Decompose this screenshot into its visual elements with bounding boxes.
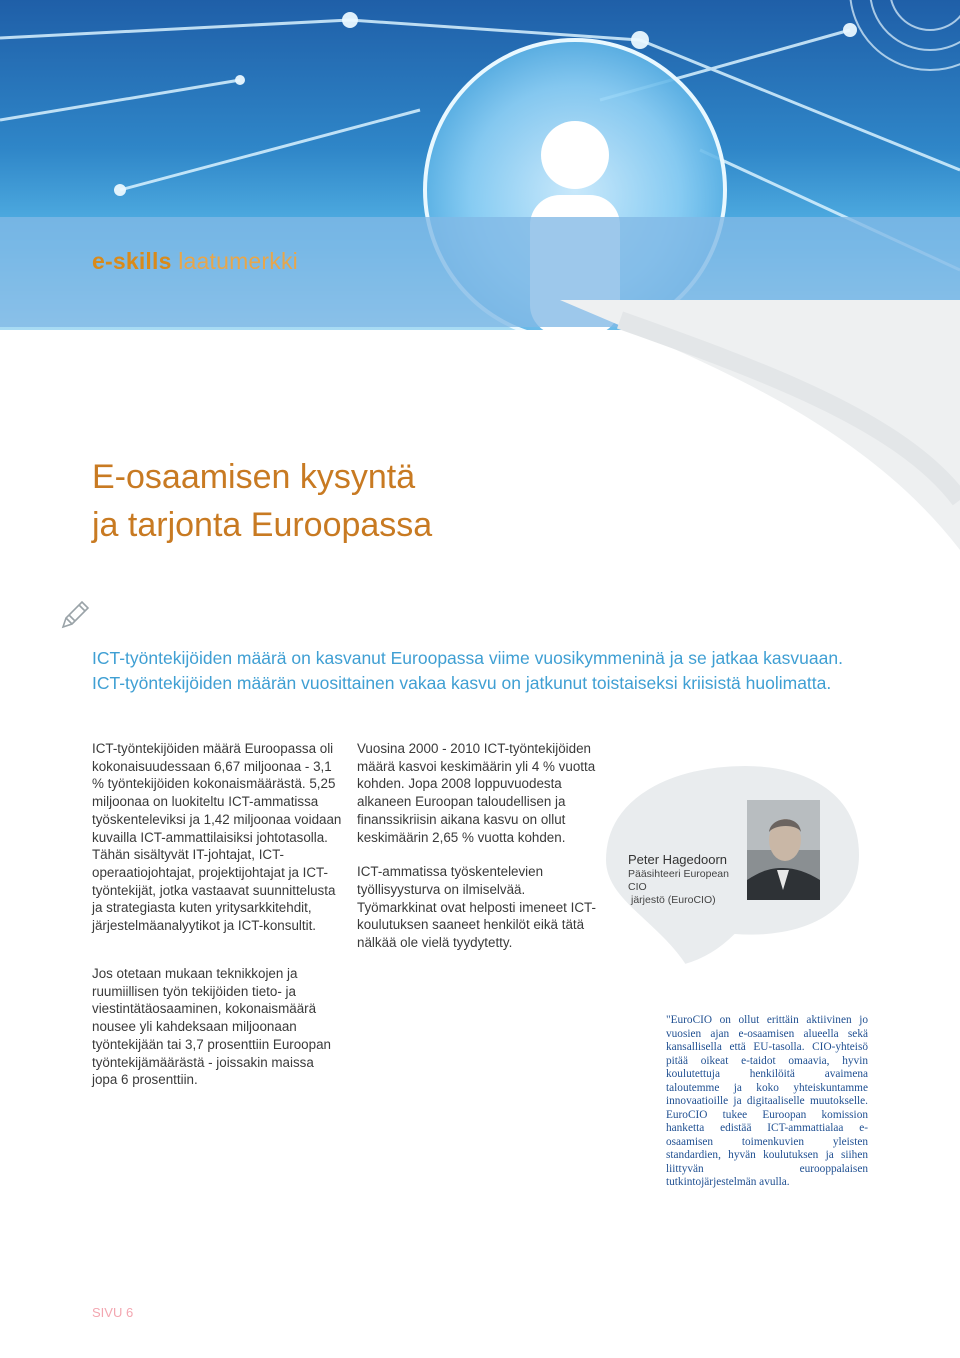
column-middle (357, 740, 607, 952)
column-left-lower (92, 965, 342, 1089)
column-left-paragraph-2: Jos otetaan mukaan teknikkojen ja ruumiillisen työn tekijöiden tieto- ja viestintätäosaaminen, kokonaismäärä nousee yli kahdeksaan miljoonaan työntekijään tai 3,7 prosenttiin Euroopan työntekijämäärästä - joissakin maissa jopa 6 prosenttiin. (92, 966, 331, 1088)
brand-title (92, 248, 298, 275)
quote-text: "EuroCIO on ollut erittäin aktiivinen jo vuosien ajan e-osaamisen alueella sekä kansallisella että EU-tasolla. CIO-yhteisö pitää oikeat e-taidot omaavia, hyvin koulutettuja henkilöitä avaimena taloutemme ja koko yhteiskuntamme innovaatioille ja digitaaliselle muutokselle. EuroCIO tukee Euroopan komission hanketta edistää ICT-ammattialaa e-osaamisen toimenkuvien yleisten standardien, hyvän koulutuksen ja siihen liittyvän eurooppalaisen tutkintojärjestelmän avulla. (666, 1014, 868, 1188)
intro-paragraph: ICT-työntekijöiden määrä on kasvanut Euroopassa viime vuosikymmeninä ja se jatkaa kasvuaan. ICT-työntekijöiden määrän vuosittainen vakaa kasvu on jatkunut toistaiseksi kriisistä huolimatta. (92, 648, 843, 693)
hero-image (0, 0, 960, 330)
person-role-line-2: CIO (628, 881, 647, 893)
title-line-1: E-osaamisen kysyntä (92, 458, 416, 496)
person-role-line-1: Pääsihteeri European (628, 868, 729, 880)
pencil-icon (58, 598, 92, 637)
column-middle-paragraph-1: Vuosina 2000 - 2010 ICT-työntekijöiden määrä kasvoi keskimäärin yli 4 % vuotta kohden. Jopa 2008 loppuvuodesta alkaneen Euroopan taloudellisen ja finanssikriisin aikana kasvu on ollut keskimäärin 2,65 % vuotta kohden. (357, 741, 596, 845)
page-title (92, 453, 432, 549)
column-middle-paragraph-2: ICT-ammatissa työskentelevien työllisyysturva on ilmiselvää. Työmarkkinat ovat helposti imeneet ICT-koulutuksen saaneet henkilöt eikä tätä nälkää ole vielä tyydytetty. (357, 864, 596, 951)
person-name: Peter Hagedoorn (628, 852, 728, 867)
brand-light: laatumerkki (178, 248, 298, 274)
portrait-photo (747, 800, 820, 900)
page-number: SIVU 6 (92, 1305, 134, 1320)
person-caption (628, 852, 748, 907)
brand-bold: e-skills (92, 248, 172, 274)
person-role-line-3: järjestö (EuroCIO) (631, 894, 716, 906)
title-line-2: ja tarjonta Euroopassa (92, 506, 433, 544)
column-left-paragraph-1: ICT-työntekijöiden määrä Euroopassa oli kokonaisuudessaan 6,67 miljoonaa - 3,1 % työntekijöiden kokonaismäärästä. 5,25 miljoonaa on luokiteltu ICT-ammatissa työskenteleviksi ja 1,42 miljoonaa voidaan kuvailla ICT-ammattilaisiksi johtotasolla. Tähän sisältyvät IT-johtajat, ICT-operaatiojohtajat, projektijohtajat ja ICT-työntekijät, jotka vastaavat suunnittelusta ja strategiasta kuten yritysarkkitehdit, järjestelmäanalyytikot ja ICT-konsultit. (92, 741, 342, 934)
column-left (92, 740, 342, 935)
